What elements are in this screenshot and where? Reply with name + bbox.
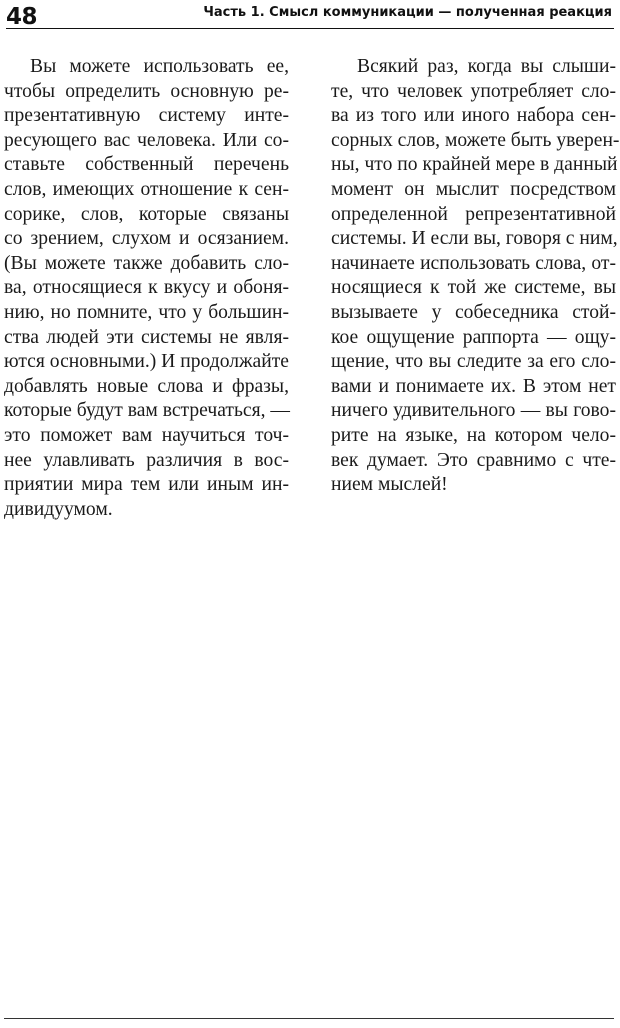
header-rule bbox=[6, 28, 614, 29]
text-line: со зрением, слухом и осязанием. bbox=[4, 228, 289, 250]
text-line: кое ощущение раппорта — ощу- bbox=[331, 326, 616, 348]
text-line: вами и понимаете их. В этом нет bbox=[331, 375, 616, 397]
text-line: рите на языке, на котором чело- bbox=[331, 424, 616, 446]
text-line: (Вы можете также добавить сло- bbox=[4, 252, 289, 274]
text-line: ничего удивительного — вы гово- bbox=[331, 400, 616, 422]
text-line: чтобы определить основную ре- bbox=[4, 80, 289, 102]
running-head: Часть 1. Смысл коммуникации — полученная реакция bbox=[203, 5, 612, 20]
text-line: дивидуумом. bbox=[4, 498, 113, 520]
text-line: ва из того или иного набора сен- bbox=[331, 105, 616, 127]
text-line: сорике, слов, которые связаны bbox=[4, 203, 289, 225]
text-line: системы. И если вы, говоря с ним, bbox=[331, 228, 618, 250]
right-column bbox=[331, 55, 620, 498]
text-line: ются основными.) И продолжайте bbox=[4, 351, 289, 373]
text-line: ставьте собственный перечень bbox=[4, 154, 289, 176]
text-line: начинаете использовать слова, от- bbox=[331, 252, 616, 274]
text-line: те, что человек употребляет сло- bbox=[331, 80, 616, 102]
text-line: нием мыслей! bbox=[331, 474, 448, 496]
text-line: щение, что вы следите за его сло- bbox=[331, 351, 616, 373]
text-line: приятии мира тем или иным ин- bbox=[4, 474, 289, 496]
text-line: презентативную систему инте- bbox=[4, 105, 289, 127]
left-column bbox=[4, 55, 289, 522]
text-line: ства людей эти системы не явля- bbox=[4, 326, 289, 348]
text-line: определенной репрезентативной bbox=[331, 203, 616, 225]
text-line: сорных слов, можете быть уверен- bbox=[331, 129, 620, 151]
text-line: Вы можете использовать ее, bbox=[30, 56, 289, 77]
text-line: Всякий раз, когда вы слыши- bbox=[357, 56, 616, 77]
text-line: момент он мыслит посредством bbox=[331, 178, 616, 200]
text-line: ны, что по крайней мере в данный bbox=[331, 154, 618, 176]
text-line: добавлять новые слова и фразы, bbox=[4, 375, 289, 397]
page-number: 48 bbox=[6, 4, 38, 30]
footer-rule bbox=[4, 1018, 614, 1019]
text-line: вызываете у собеседника стой- bbox=[331, 301, 616, 323]
text-line: нию, но помните, что у большин- bbox=[4, 301, 289, 323]
text-line: слов, имеющих отношение к сен- bbox=[4, 178, 289, 200]
text-line: которые будут вам встречаться, — bbox=[4, 400, 291, 422]
text-line: это поможет вам научиться точ- bbox=[4, 424, 289, 446]
text-line: век думает. Это сравнимо с чте- bbox=[331, 449, 616, 471]
text-line: ва, относящиеся к вкусу и обоня- bbox=[4, 277, 289, 299]
text-line: ресующего вас человека. Или со- bbox=[4, 129, 289, 151]
text-line: носящиеся к той же системе, вы bbox=[331, 277, 616, 299]
text-line: нее улавливать различия в вос- bbox=[4, 449, 289, 471]
